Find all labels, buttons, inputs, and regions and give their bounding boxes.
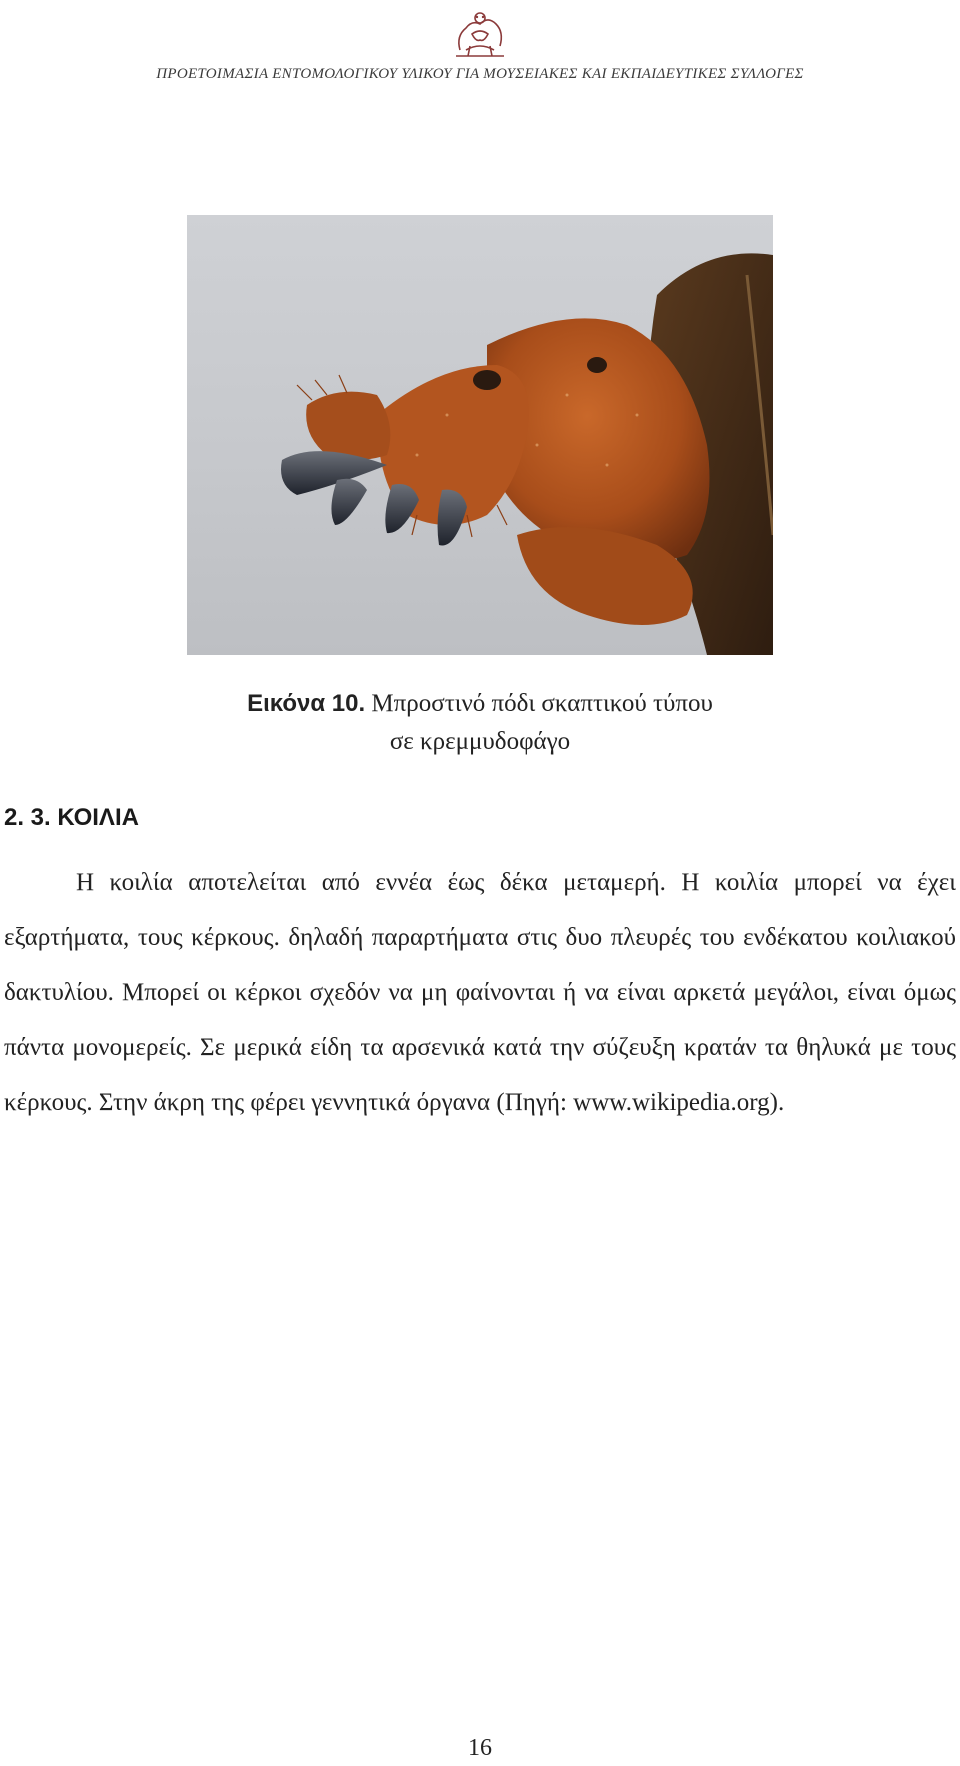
crest-logo-icon [446, 6, 514, 62]
page-number: 16 [468, 1735, 492, 1761]
running-header: ΠΡΟΕΤΟΙΜΑΣΙΑ ΕΝΤΟΜΟΛΟΓΙΚΟΥ ΥΛΙΚΟΥ ΓΙΑ ΜΟΥΣΕΙΑΚΕΣ ΚΑΙ ΕΚΠΑΙΔΕΥΤΙΚΕΣ ΣΥΛΛΟΓΕΣ [156, 66, 804, 82]
body-paragraph: Η κοιλία αποτελείται από εννέα έως δέκα μεταμερή. Η κοιλία μπορεί να έχει εξαρτήματα, τους κέρκους. δηλαδή παραρτήματα στις δυο πλευρές του ενδέκατου κοιλιακού δακτυλίου. Μπορεί οι κέρκοι σχεδόν να μη φαίνονται ή να είναι αρκετά μεγάλοι, είναι όμως πάντα μονομερείς. Σε μερικά είδη τα αρσενικά κατά την σύζευξη κρατάν τα θηλυκά με τους κέρκους. Στην άκρη της φέρει γεννητικά όργανα (Πηγή: www.wikipedia.org). [4, 869, 956, 1116]
figure-caption-line-1 [187, 690, 773, 718]
figure-caption-line-2: σε κρεμμυδοφάγο [389, 728, 571, 755]
figure-caption-text: Μπροστινό πόδι σκαπτικού τύπου [365, 690, 713, 717]
figure-label: Εικόνα 10. [247, 690, 366, 717]
mole-cricket-foreleg-photo [187, 215, 773, 655]
section-heading: 2. 3. ΚΟΙΛΙΑ [4, 804, 139, 831]
